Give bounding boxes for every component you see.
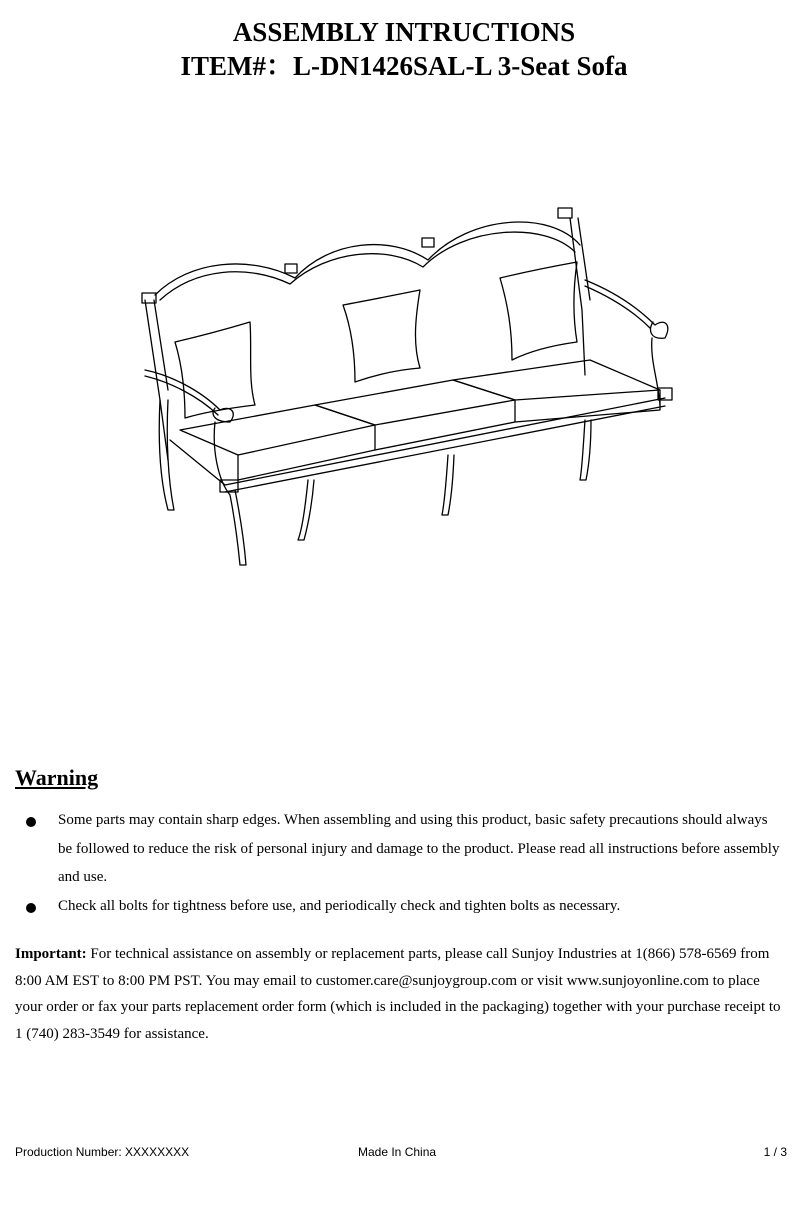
warning-heading: Warning [15, 765, 99, 790]
item-number-title: ITEM#：L-DN1426SAL-L 3-Seat Sofa [180, 51, 628, 81]
important-note [15, 941, 790, 1047]
sofa-illustration [130, 200, 690, 580]
warning-bullet-text: Check all bolts for tightness before use, and periodically check and tighten bolts as necessary. [58, 897, 621, 914]
list-item [15, 806, 785, 892]
page-number: 1 / 3 [763, 1145, 787, 1159]
document-title: ASSEMBLY INTRUCTIONS [232, 17, 576, 47]
production-number: Production Number: XXXXXXXX [15, 1145, 190, 1159]
important-text: For technical assistance on assembly or replacement parts, please call Sunjoy Industries at 1(866) 578-6569 from 8:00 AM EST to 8:00 PM PST. You may email to customer.care@sunjoygroup.com or visit www.sunjoyonline.com to place your order or fax your parts replacement order form (which is included in the packaging) together with your purchase receipt to 1 (740) 283-3549 for assistance. [15, 946, 781, 1042]
important-label: Important: [15, 946, 87, 962]
bullet-icon [26, 903, 36, 913]
made-in: Made In China [358, 1145, 437, 1159]
list-item [15, 892, 785, 921]
warning-bullet-text: Some parts may contain sharp edges. When assembling and using this product, basic safety precautions should always be followed to reduce the risk of personal injury and damage to the product. Please read all instructions before assembly and use. [58, 812, 780, 885]
warning-list [15, 806, 785, 920]
bullet-icon [26, 817, 36, 827]
